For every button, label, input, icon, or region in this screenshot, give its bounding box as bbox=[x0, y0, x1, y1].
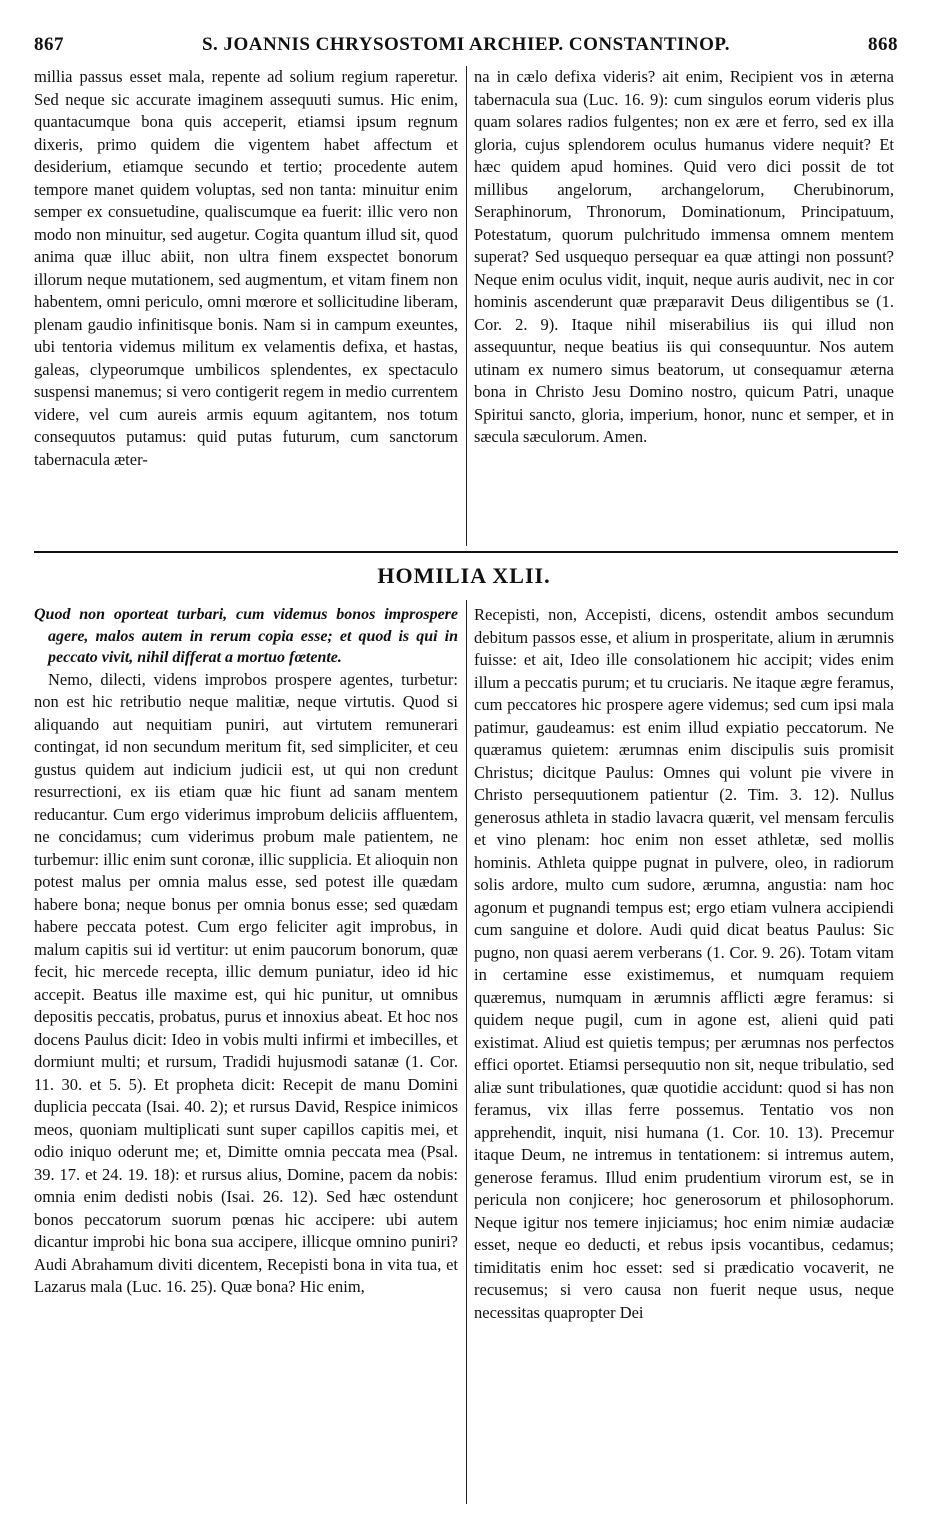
running-header bbox=[34, 24, 898, 60]
column-divider bbox=[466, 600, 467, 1504]
homily-left-column bbox=[34, 604, 458, 1504]
column-divider bbox=[466, 66, 467, 546]
top-right-column bbox=[474, 66, 894, 552]
paragraph: Nemo, dilecti, videns improbos prospere agentes, turbetur: non est hic retributio neque malitiæ, neque virtutis. Quod si aliquando aut nequitiam puniri, aut virtutem remunerari contingat, id non secundum meritum fit, sed simpliciter, et ceu gustus quidem aut indicium judicii est, ut qui non credunt resurrectioni, ex iis etiam quæ hic fiunt ad sanam mentem reducantur. Cum ergo viderimus improbum deliciis affluentem, ne concidamus; cum viderimus probum male patientem, ne turbemur: illic enim sunt coronæ, illic supplicia. Et alioquin non potest malus per omnia malus esse, sed potest ille quædam habere bona; neque bonus per omnia bonus esse; sed quædam habere peccata potest. Cum ergo feliciter agit improbus, in malum capitis sui id vertitur: ut enim paucorum bonorum, quæ fecit, hic mercede recepta, illic demum puniatur, ideo id hic accepit. Beatus ille maxime est, qui hic punitur, ut omnibus depositis peccatis, probatus, purus et innoxius abeat. Et hoc nos docens Paulus dicit: Ideo in vobis multi infirmi et imbecilles, et dormiunt multi; et rursum, Tradidi hujusmodi satanæ (1. Cor. 11. 30. et 5. 5). Et propheta dicit: Recepit de manu Domini duplicia peccata (Isai. 40. 2); et rursus David, Respice inimicos meos, quoniam multiplicati sunt super capillos capitis mei, et odio iniquo oderunt me; et, Dimitte omnia peccata mea (Psal. 39. 17. et 24. 19. 18): et rursus alius, Domine, pacem da nobis: omnia enim dedisti nobis (Isai. 26. 12). Sed hæc ostendunt bonos peccatorum suorum pœnas hic accipere: ubi autem dicantur improbi hic bona sua accipere, illicque omnino puniri? Audi Abrahamum diviti dicentem, Recepisti bona in vita tua, et Lazarus mala (Luc. 16. 25). Quæ bona? Hic enim, bbox=[34, 669, 458, 1296]
homily-argument: Quod non oporteat turbari, cum videmus bonos improspere agere, malos autem in rerum copia esse; et quod is qui in peccato vivit, nihil differat a mortuo fœtente. bbox=[34, 606, 458, 666]
homily-title: HOMILIA XLII. bbox=[377, 563, 551, 588]
paragraph: millia passus esset mala, repente ad solium regium raperetur. Sed neque sic accurate imaginem assequuti sumus. Hic enim, quantacumque bona quis acceperit, etiamsi ipsum regnum dixeris, primo quidem die vigentem habet affectum et desiderium, etiamque secundo et tertio; procedente autem tempore manet quidem voluptas, sed non tanta: minuitur enim semper ex consuetudine, qualiscumque ea fuerit: illic vero non modo non minuitur, sed augetur. Cogita quantum illud sit, quod anima quæ illuc abiit, non ultra finem exspectet bonorum illorum neque mutationem, sed augmentum, et vitam finem non habentem, omni periculo, omni mœrore et sollicitudine liberam, plenam gaudio infinitisque bonis. Nam si in campum exeuntes, ubi tentoria videmus militum ex velamentis defixa, et hastas, galeas, clypeorumque umbilicos splendentes, ex spectaculo suspensi manemus; si vero contigerit regem in medio currentem videre, vel cum aureis armis equum agitantem, nos totum consequutos putamus: quid putas futurum, cum sanctorum tabernacula æter- bbox=[34, 67, 458, 469]
paragraph: na in cælo defixa videris? ait enim, Recipient vos in æterna tabernacula sua (Luc. 16. 9): cum singulos eorum videris plus quam solares radios fulgentes; non ex ære et ferro, sed ex illa gloria, cujus splendorem oculus humanus videre nequit? Et hæc quidem apud homines. Quid vero dici possit de tot millibus angelorum, archangelorum, Cherubinorum, Seraphinorum, Thronorum, Dominationum, Principatuum, Potestatum, quorum pulchritudo immensa omnem mentem superat? Sed usquequo persequar ea quæ attingi non possunt? Neque enim oculus vidit, inquit, neque auris audivit, nec in cor hominis ascenderunt quæ præparavit Deus diligentibus se (1. Cor. 2. 9). Itaque nihil miserabilius iis qui illud non assequuntur, neque beatius iis qui consequuntur. Nos autem utinam ex numero simus beatorum, ut consequamur æterna bona in Christo Jesu Domino nostro, quicum Patri, unaque Spiritui sancto, gloria, imperium, honor, nunc et semper, et in sæcula sæculorum. Amen. bbox=[474, 67, 894, 446]
top-left-column bbox=[34, 66, 458, 552]
page-number-right: 868 bbox=[868, 34, 898, 55]
homily-right-column bbox=[474, 604, 894, 1504]
section-rule bbox=[34, 551, 898, 553]
paragraph: Recepisti, non, Accepisti, dicens, ostendit ambos secundum debitum passos esse, et alium in prosperitate, alium in ærumnis fuisse: et ait, Ideo ille consolationem hic accipit; vides enim illum a peccatis purum; et tu cruciaris. Ne itaque ægre feramus, cum peccatores hic prospere agere videmus; sed cum ipsi mala patimur, gaudeamus: est enim illud expiatio peccatorum. Ne quæramus quietem: ærumnas enim discipulis suis promisit Christus; dicitque Paulus: Omnes qui volunt pie vivere in Christo persequutionem patientur (2. Tim. 3. 12). Nullus generosus athleta in stadio lavacra quærit, vel mensam ferculis et vino plenam: hoc enim non esset athletæ, sed mollis hominis. Athleta quippe pugnat in pulvere, oleo, in radiorum solis ardore, multo cum sudore, ærumna, angustia: nam hoc agonum et pugnandi tempus est; ergo etiam vulnera accipiendi cum sanguine et dolore. Audi quid dicat beatus Paulus: Sic pugno, non quasi aerem verberans (1. Cor. 9. 26). Totam vitam in certamine esse existimemus, et numquam requiem quæremus, numquam in ærumnis afflicti ægre feramus: si quidem neque pugil, cum in agone est, alieni quid pati existimat. Aliud est quietis tempus; per ærumnas nos perfectos effici oportet. Etiamsi persequutio non sit, neque tribulatio, sed aliæ sunt tribulationes, quæ quotidie accidunt: quod si has non feramus, vix illas ferre possemus. Tentatio vos non apprehendit, inquit, nisi humana (1. Cor. 10. 13). Precemur itaque Deum, ne intremus in tentationem: si intremus autem, generose feramus. Illud enim prudentium virorum est, se in pericula non conjicere; hoc generosorum et philosophorum. Neque igitur nos temere injiciamus; hoc enim nimiæ audaciæ esset, neque eo deducti, et rebus ipsis vocantibus, cedamus; timiditatis enim hoc esset: sed si prædicatio vocaverit, ne recusemus; si vero causa non fuerit neque usus, neque necessitas quapropter Dei bbox=[474, 605, 894, 1322]
running-title: S. JOANNIS CHRYSOSTOMI ARCHIEP. CONSTANTINOP. bbox=[201, 34, 731, 55]
page-number-left: 867 bbox=[34, 34, 64, 55]
